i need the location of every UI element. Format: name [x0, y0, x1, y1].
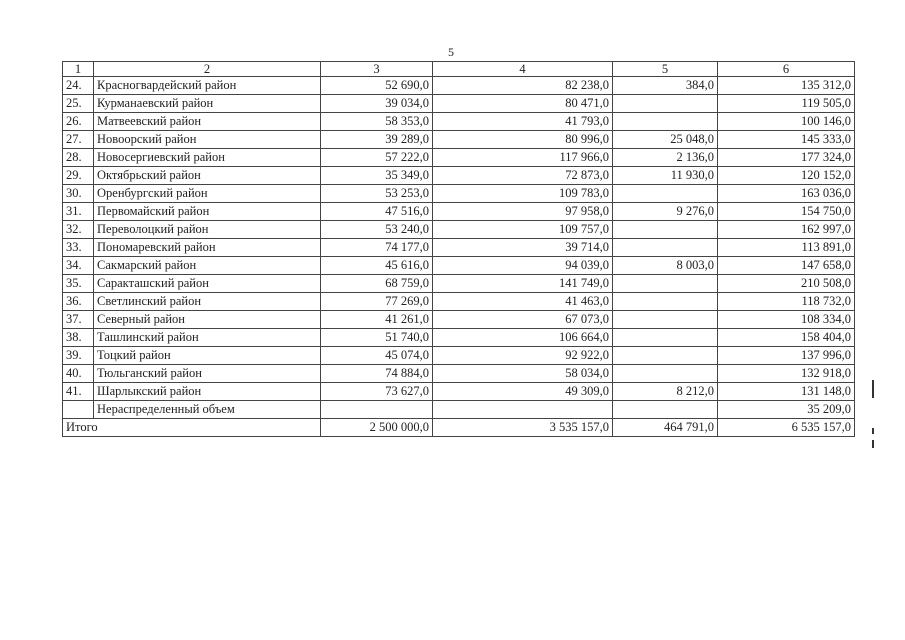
total-row — [63, 419, 855, 437]
row-number: 37. — [63, 311, 94, 329]
row-number: 32. — [63, 221, 94, 239]
value-col6: 163 036,0 — [718, 185, 855, 203]
value-col5 — [613, 113, 718, 131]
value-col6: 162 997,0 — [718, 221, 855, 239]
value-col3: 52 690,0 — [321, 77, 433, 95]
value-col5: 11 930,0 — [613, 167, 718, 185]
value-col3: 57 222,0 — [321, 149, 433, 167]
value-col6: 100 146,0 — [718, 113, 855, 131]
row-number: 40. — [63, 365, 94, 383]
row-number: 41. — [63, 383, 94, 401]
total-col5: 464 791,0 — [613, 419, 718, 437]
district-name: Матвеевский район — [94, 113, 321, 131]
value-col3 — [321, 401, 433, 419]
value-col5 — [613, 95, 718, 113]
value-col6: 158 404,0 — [718, 329, 855, 347]
column-header: 3 — [321, 62, 433, 77]
district-name: Ташлинский район — [94, 329, 321, 347]
table-row — [63, 401, 855, 419]
value-col4: 94 039,0 — [433, 257, 613, 275]
value-col4: 72 873,0 — [433, 167, 613, 185]
district-name: Тоцкий район — [94, 347, 321, 365]
value-col3: 68 759,0 — [321, 275, 433, 293]
value-col3: 51 740,0 — [321, 329, 433, 347]
row-number: 26. — [63, 113, 94, 131]
table-row — [63, 365, 855, 383]
value-col4: 58 034,0 — [433, 365, 613, 383]
table-row — [63, 383, 855, 401]
value-col3: 45 074,0 — [321, 347, 433, 365]
value-col6: 132 918,0 — [718, 365, 855, 383]
value-col3: 39 289,0 — [321, 131, 433, 149]
value-col6: 118 732,0 — [718, 293, 855, 311]
row-number: 24. — [63, 77, 94, 95]
district-name: Тюльганский район — [94, 365, 321, 383]
row-number: 36. — [63, 293, 94, 311]
value-col3: 77 269,0 — [321, 293, 433, 311]
table-row — [63, 77, 855, 95]
value-col6: 135 312,0 — [718, 77, 855, 95]
value-col4: 117 966,0 — [433, 149, 613, 167]
row-number: 38. — [63, 329, 94, 347]
value-col4: 41 793,0 — [433, 113, 613, 131]
district-name: Курманаевский район — [94, 95, 321, 113]
table-row — [63, 221, 855, 239]
value-col3: 45 616,0 — [321, 257, 433, 275]
value-col4 — [433, 401, 613, 419]
district-name: Оренбургский район — [94, 185, 321, 203]
value-col4: 80 471,0 — [433, 95, 613, 113]
value-col5 — [613, 239, 718, 257]
column-header: 4 — [433, 62, 613, 77]
row-number: 29. — [63, 167, 94, 185]
row-number: 35. — [63, 275, 94, 293]
scan-edge-mark — [872, 428, 874, 434]
total-col4: 3 535 157,0 — [433, 419, 613, 437]
value-col3: 53 253,0 — [321, 185, 433, 203]
value-col4: 141 749,0 — [433, 275, 613, 293]
district-name: Северный район — [94, 311, 321, 329]
value-col5 — [613, 275, 718, 293]
row-number: 33. — [63, 239, 94, 257]
district-name: Октябрьский район — [94, 167, 321, 185]
value-col5: 9 276,0 — [613, 203, 718, 221]
row-number: 34. — [63, 257, 94, 275]
value-col5: 384,0 — [613, 77, 718, 95]
value-col5 — [613, 221, 718, 239]
value-col3: 73 627,0 — [321, 383, 433, 401]
value-col3: 35 349,0 — [321, 167, 433, 185]
district-name: Сакмарский район — [94, 257, 321, 275]
value-col6: 137 996,0 — [718, 347, 855, 365]
value-col5 — [613, 185, 718, 203]
scan-edge-mark — [872, 380, 874, 398]
district-name: Саракташский район — [94, 275, 321, 293]
row-number: 31. — [63, 203, 94, 221]
value-col5 — [613, 401, 718, 419]
value-col3: 41 261,0 — [321, 311, 433, 329]
value-col3: 58 353,0 — [321, 113, 433, 131]
value-col4: 41 463,0 — [433, 293, 613, 311]
table-row — [63, 113, 855, 131]
table-row — [63, 131, 855, 149]
value-col4: 49 309,0 — [433, 383, 613, 401]
table-row — [63, 185, 855, 203]
value-col5: 8 003,0 — [613, 257, 718, 275]
column-header: 5 — [613, 62, 718, 77]
table-row — [63, 329, 855, 347]
value-col5 — [613, 293, 718, 311]
row-number: 28. — [63, 149, 94, 167]
value-col5: 25 048,0 — [613, 131, 718, 149]
district-name: Новоорский район — [94, 131, 321, 149]
district-name: Пономаревский район — [94, 239, 321, 257]
value-col5 — [613, 311, 718, 329]
page-number: 5 — [448, 45, 454, 59]
total-col3: 2 500 000,0 — [321, 419, 433, 437]
value-col6: 131 148,0 — [718, 383, 855, 401]
value-col3: 47 516,0 — [321, 203, 433, 221]
value-col5: 2 136,0 — [613, 149, 718, 167]
value-col6: 108 334,0 — [718, 311, 855, 329]
value-col6: 210 508,0 — [718, 275, 855, 293]
column-header: 2 — [94, 62, 321, 77]
district-name: Светлинский район — [94, 293, 321, 311]
table-row — [63, 293, 855, 311]
value-col3: 53 240,0 — [321, 221, 433, 239]
value-col5: 8 212,0 — [613, 383, 718, 401]
value-col4: 82 238,0 — [433, 77, 613, 95]
value-col6: 154 750,0 — [718, 203, 855, 221]
row-number: 27. — [63, 131, 94, 149]
scan-edge-mark — [872, 440, 874, 448]
value-col3: 74 177,0 — [321, 239, 433, 257]
value-col4: 92 922,0 — [433, 347, 613, 365]
value-col4: 106 664,0 — [433, 329, 613, 347]
value-col6: 177 324,0 — [718, 149, 855, 167]
value-col3: 74 884,0 — [321, 365, 433, 383]
value-col4: 97 958,0 — [433, 203, 613, 221]
table-row — [63, 257, 855, 275]
value-col3: 39 034,0 — [321, 95, 433, 113]
table-row — [63, 239, 855, 257]
row-number — [63, 401, 94, 419]
value-col6: 147 658,0 — [718, 257, 855, 275]
district-name: Нераспределенный объем — [94, 401, 321, 419]
total-col6: 6 535 157,0 — [718, 419, 855, 437]
value-col5 — [613, 347, 718, 365]
district-name: Новосергиевский район — [94, 149, 321, 167]
column-header: 6 — [718, 62, 855, 77]
allocation-table — [62, 61, 855, 437]
table-row — [63, 311, 855, 329]
value-col6: 113 891,0 — [718, 239, 855, 257]
district-name: Красногвардейский район — [94, 77, 321, 95]
table-header-row — [63, 62, 855, 77]
value-col4: 67 073,0 — [433, 311, 613, 329]
table-row — [63, 95, 855, 113]
table-row — [63, 275, 855, 293]
column-header: 1 — [63, 62, 94, 77]
value-col4: 109 757,0 — [433, 221, 613, 239]
row-number: 25. — [63, 95, 94, 113]
value-col5 — [613, 329, 718, 347]
district-name: Первомайский район — [94, 203, 321, 221]
value-col6: 119 505,0 — [718, 95, 855, 113]
value-col4: 109 783,0 — [433, 185, 613, 203]
row-number: 30. — [63, 185, 94, 203]
table-row — [63, 149, 855, 167]
value-col4: 80 996,0 — [433, 131, 613, 149]
total-label: Итого — [63, 419, 321, 437]
district-name: Шарлыкский район — [94, 383, 321, 401]
value-col6: 145 333,0 — [718, 131, 855, 149]
table-row — [63, 347, 855, 365]
value-col4: 39 714,0 — [433, 239, 613, 257]
district-name: Переволоцкий район — [94, 221, 321, 239]
table-row — [63, 167, 855, 185]
table-row — [63, 203, 855, 221]
row-number: 39. — [63, 347, 94, 365]
value-col6: 35 209,0 — [718, 401, 855, 419]
value-col6: 120 152,0 — [718, 167, 855, 185]
value-col5 — [613, 365, 718, 383]
